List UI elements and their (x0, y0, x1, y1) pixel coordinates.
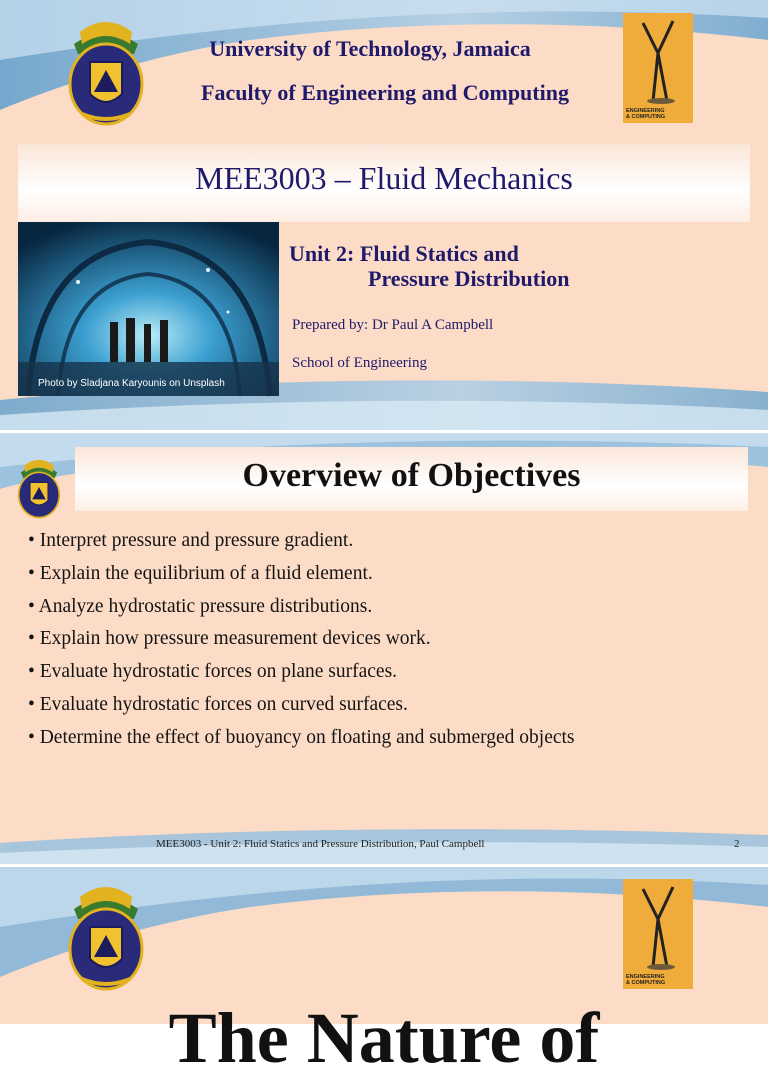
engineering-computing-logo (623, 13, 693, 123)
objective-bullet: • Evaluate hydrostatic forces on curved surfaces. (28, 694, 408, 715)
unit-title-line2: Pressure Distribution (368, 266, 570, 291)
prepared-by: Prepared by: Dr Paul A Campbell (292, 317, 494, 333)
page-number: 2 (734, 838, 740, 850)
university-name: University of Technology, Jamaica (209, 36, 531, 61)
figure-sculpture-icon (623, 879, 693, 975)
slide-title: The Nature of (168, 998, 600, 1078)
aquarium-tunnel-photo (18, 222, 279, 396)
photo-credit: Photo by Sladjana Karyounis on Unsplash (38, 378, 225, 389)
title-band (18, 144, 750, 222)
slide-3 (0, 867, 768, 1078)
engineering-computing-logo (623, 879, 693, 989)
logo-caption-1: ENGINEERING (626, 974, 665, 980)
utech-crest-logo (13, 454, 65, 520)
slide-1 (0, 0, 768, 430)
logo-caption-2: & COMPUTING (626, 980, 666, 986)
slide-2 (0, 433, 768, 864)
objective-bullet: • Explain the equilibrium of a fluid element. (28, 563, 373, 584)
faculty-name: Faculty of Engineering and Computing (201, 80, 569, 105)
objective-bullet: • Evaluate hydrostatic forces on plane surfaces. (28, 661, 398, 682)
slide-footer: MEE3003 - Unit 2: Fluid Statics and Pressure Distribution, Paul Campbell (156, 838, 485, 850)
objective-bullet: • Interpret pressure and pressure gradient. (28, 530, 354, 551)
slide-title: Overview of Objectives (242, 457, 581, 494)
objective-bullet: • Analyze hydrostatic pressure distributions. (28, 596, 373, 617)
course-title: MEE3003 – Fluid Mechanics (195, 160, 573, 196)
objective-bullet: • Explain how pressure measurement devices work. (28, 628, 431, 649)
school-name: School of Engineering (292, 355, 427, 371)
utech-crest-logo (60, 14, 152, 126)
figure-sculpture-icon (623, 13, 693, 109)
logo-caption-1: ENGINEERING (626, 108, 665, 114)
title-band (75, 447, 748, 511)
utech-crest-logo (60, 879, 152, 991)
unit-title-line1: Unit 2: Fluid Statics and (289, 241, 519, 266)
logo-caption-2: & COMPUTING (626, 114, 666, 120)
objective-bullet: • Determine the effect of buoyancy on floating and submerged objects (28, 727, 575, 748)
